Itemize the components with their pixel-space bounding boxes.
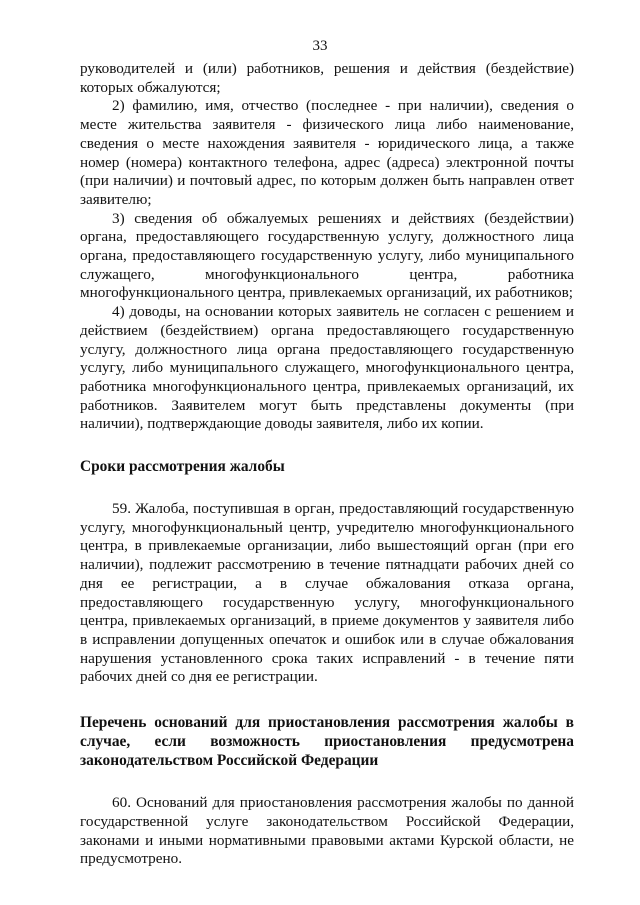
paragraph-item-2: 2) фамилию, имя, отчество (последнее - при наличии), сведения о месте жительства заявителя - физического лица либо наименование, сведения о месте нахождения заявителя - юридического лица, а также номер (номера) контактного телефона, адрес (адреса) электронной почты (при наличии) и почтовый адрес, по которым должен быть направлен ответ заявителю;	[80, 97, 574, 208]
section-heading-review-terms: Сроки рассмотрения жалобы	[80, 458, 285, 476]
document-body	[80, 60, 574, 869]
section-heading-suspension-grounds: Перечень оснований для приостановления рассмотрения жалобы в случае, если возможность приостановления предусмотрена законодательством Российской Федерации	[80, 714, 574, 770]
paragraph-60: 60. Оснований для приостановления рассмотрения жалобы по данной государственной услуге законодательством Российской Федерации, законами и иными нормативными правовыми актами Курской области, не предусмотрено.	[80, 794, 574, 868]
paragraph-continuation: руководителей и (или) работников, решения и действия (бездействие) которых обжалуются;	[80, 60, 574, 96]
paragraph-59: 59. Жалоба, поступившая в орган, предоставляющий государственную услугу, многофункциональный центр, учредителю многофункционального центра, в привлекаемые организации, либо вышестоящий орган (при его наличии), подлежит рассмотрению в течение пятнадцати рабочих дней со дня ее регистрации, а в случае обжалования отказа органа, предоставляющего государственную услугу, многофункционального центра, привлекаемых организаций, в приеме документов у заявителя либо в исправлении допущенных опечаток и ошибок или в случае обжалования нарушения установленного срока таких исправлений - в течение пяти рабочих дней со дня ее регистрации.	[80, 500, 574, 686]
page-number: 33	[312, 38, 328, 54]
paragraph-item-4: 4) доводы, на основании которых заявитель не согласен с решением и действием (бездействием) органа предоставляющего государственную услугу, должностного лица органа предоставляющего государственную услугу, либо муниципального служащего, многофункционального центра, работника многофункционального центра, привлекаемых организаций, их работников. Заявителем могут быть представлены документы (при наличии), подтверждающие доводы заявителя, либо их копии.	[80, 303, 574, 433]
paragraph-item-3: 3) сведения об обжалуемых решениях и действиях (бездействии) органа, предоставляющего государственную услугу, должностного лица органа, предоставляющего государственную услугу, либо муниципального служащего, многофункционального центра, работника многофункционального центра, привлекаемых организаций, их работников;	[80, 209, 574, 302]
